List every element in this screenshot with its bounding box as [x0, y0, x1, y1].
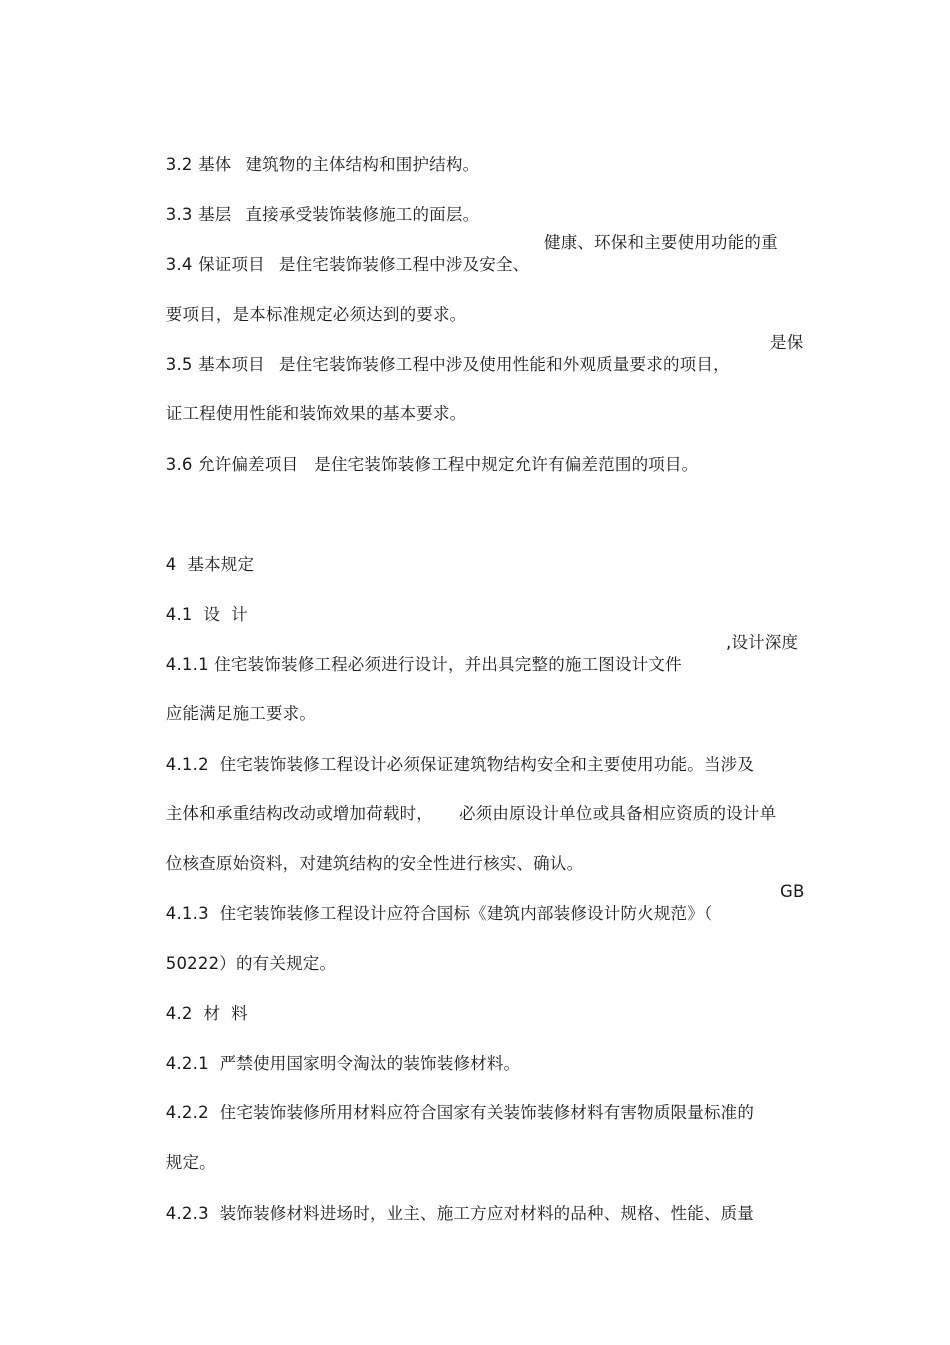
section-heading: 4 基本规定: [165, 555, 255, 574]
paragraph-text: 4.1.3 住宅装饰装修工程设计应符合国标《建筑内部装修设计防火规范》（: [165, 904, 713, 923]
term-definition: 建筑物的主体结构和围护结构。: [245, 155, 480, 174]
paragraph-text-cont: GB: [780, 882, 805, 901]
paragraph-text-cont: 必须由原设计单位或具备相应资质的设计单: [458, 804, 777, 823]
term-definition-cont: 健康、环保和主要使用功能的重: [544, 233, 778, 252]
paragraph-text: 主体和承重结构改动或增加荷载时，: [165, 804, 433, 823]
term-label: 3.5 基本项目: [165, 355, 265, 374]
term-definition: 是住宅装饰装修工程中规定允许有偏差范围的项目。: [314, 455, 699, 474]
paragraph-text: 4.2.3 装饰装修材料进场时，业主、施工方应对材料的品种、规格、性能、质量: [165, 1204, 755, 1223]
text-line: [144, 432, 698, 498]
text-line: [144, 1080, 754, 1146]
paragraph-text: 50222）的有关规定。: [165, 954, 337, 973]
paragraph-text: 应能满足施工要求。: [165, 704, 317, 723]
term-label: 3.4 保证项目: [165, 255, 265, 274]
term-definition: 是住宅装饰装修工程中涉及使用性能和外观质量要求的项目，: [278, 355, 730, 374]
paragraph-text: 4.2.1 严禁使用国家明令淘汰的装饰装修材料。: [165, 1054, 521, 1073]
subsection-heading: 4.1 设 计: [165, 605, 248, 624]
paragraph-text: 证工程使用性能和装饰效果的基本要求。: [165, 404, 467, 423]
paragraph-text: 要项目，是本标准规定必须达到的要求。: [165, 305, 467, 324]
paragraph-text: 规定。: [165, 1153, 216, 1172]
paragraph-text: 4.1.2 住宅装饰装修工程设计必须保证建筑物结构安全和主要使用功能。当涉及: [165, 755, 755, 774]
term-definition: 是住宅装饰装修工程中涉及安全、: [278, 255, 530, 274]
term-label: 3.6 允许偏差项目: [165, 455, 299, 474]
term-label: 3.3 基层: [165, 205, 232, 224]
term-label: 3.2 基体: [165, 155, 232, 174]
paragraph-text: 4.1.1 住宅装饰装修工程必须进行设计，并出具完整的施工图设计文件: [165, 655, 682, 674]
paragraph-text: 4.2.2 住宅装饰装修所用材料应符合国家有关装饰装修材料有害物质限量标准的: [165, 1103, 755, 1122]
paragraph-text-cont: ,设计深度: [726, 633, 799, 652]
term-definition-cont: 是保: [770, 333, 804, 352]
text-line: [144, 1181, 754, 1247]
term-definition: 直接承受装饰装修施工的面层。: [245, 205, 480, 224]
paragraph-text: 位核查原始资料，对建筑结构的安全性进行核实、确认。: [165, 854, 584, 873]
subsection-heading: 4.2 材 料: [165, 1004, 248, 1023]
